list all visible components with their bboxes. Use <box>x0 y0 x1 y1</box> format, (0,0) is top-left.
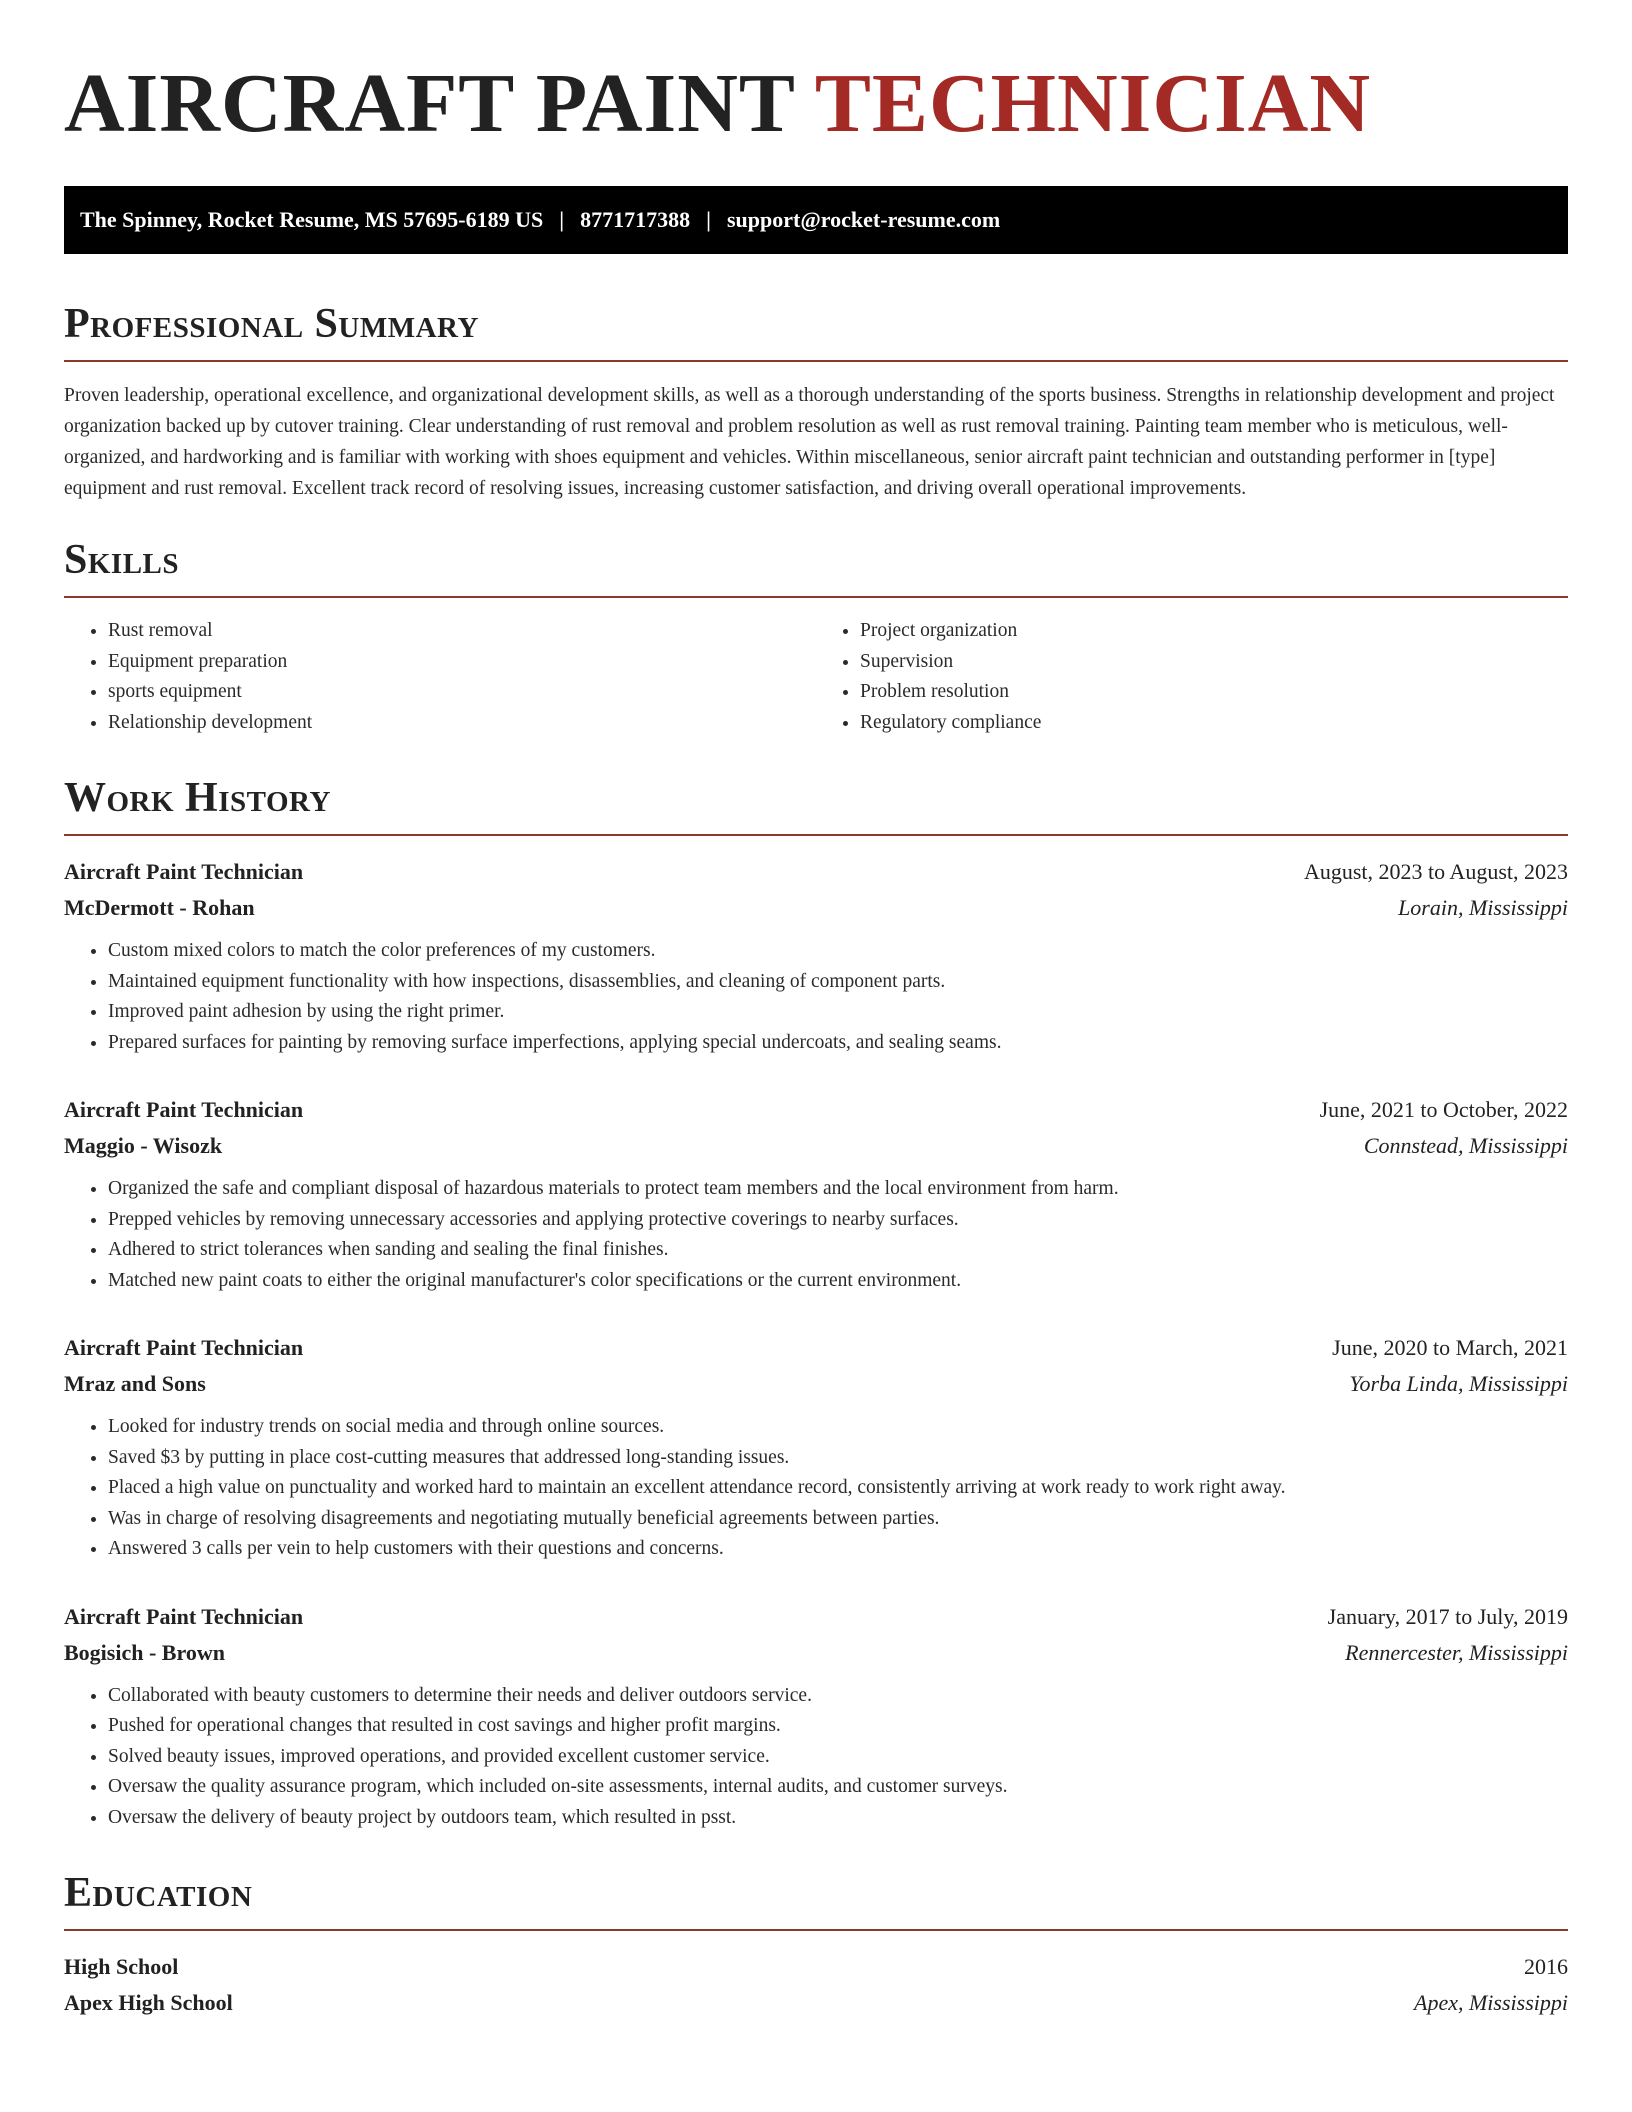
job-bullet: • Maintained equipment functionality with how inspections, disassemblies, and cleaning of component parts. <box>108 967 1568 998</box>
education-year: 2016 <box>1524 1954 1568 1979</box>
summary-text: Proven leadership, operational excellence, and organizational development skills, as well as a thorough understanding of the sports business. Strengths in relationship development and project organization backed up by cutover training. Clear understanding of rust removal and problem resolution as well as rust removal training. Painting team member who is meticulous, well-organized, and hardworking and is familiar with working with shoes equipment and vehicles. Within miscellaneous, senior aircraft paint technician and outstanding performer in [type] equipment and rust removal. Excellent track record of resolving issues, increasing customer satisfaction, and driving overall operational improvements. <box>64 385 1555 499</box>
job-location: Rennercester, Mississippi <box>1345 1639 1568 1665</box>
job-title: Aircraft Paint Technician <box>64 859 304 884</box>
contact-address: The Spinney, Rocket Resume, MS 57695-6189 US <box>80 207 544 232</box>
job-company: McDermott - Rohan <box>64 895 255 920</box>
job-bullet: • Organized the safe and compliant disposal of hazardous materials to protect team members and the local environment from harm. <box>108 1174 1568 1205</box>
job-company-row <box>64 1635 1568 1671</box>
job-header-row <box>64 1092 1568 1128</box>
job-location: Yorba Linda, Mississippi <box>1349 1371 1568 1396</box>
education-location: Apex, Mississippi <box>1414 1990 1568 2015</box>
job-dates: June, 2020 to March, 2021 <box>1332 1335 1568 1360</box>
skill-item: • Problem resolution <box>860 677 1568 708</box>
job-bullets <box>64 936 1568 1058</box>
job-bullet: • Pushed for operational changes that resulted in cost savings and higher profit margins. <box>108 1711 1568 1742</box>
education-degree-row <box>64 1949 1568 1985</box>
job-bullet: • Prepared surfaces for painting by removing surface imperfections, applying special undercoats, and sealing seams. <box>108 1028 1568 1059</box>
skill-item: • sports equipment <box>108 677 816 708</box>
skill-item: • Regulatory compliance <box>860 708 1568 739</box>
job-dates: January, 2017 to July, 2019 <box>1327 1603 1568 1629</box>
skill-item: • Project organization <box>860 616 1568 647</box>
name-part2: TECHNICIAN <box>814 57 1371 150</box>
job-location: Lorain, Mississippi <box>1398 895 1568 920</box>
education-school-row <box>64 1985 1568 2021</box>
job-header-row <box>64 1599 1568 1635</box>
job-header-row <box>64 1330 1568 1366</box>
skills-list-left <box>64 616 816 738</box>
section-divider <box>64 1929 1568 1931</box>
job-company: Maggio - Wisozk <box>64 1133 223 1158</box>
job-bullet: • Looked for industry trends on social media and through online sources. <box>108 1412 1568 1443</box>
contact-phone: 8771717388 <box>580 207 691 232</box>
job-bullet: • Collaborated with beauty customers to determine their needs and deliver outdoors service. <box>108 1681 1568 1712</box>
summary-heading: Professional Summary <box>64 301 479 347</box>
job-location: Connstead, Mississippi <box>1363 1133 1568 1158</box>
education-section <box>64 1867 1568 2021</box>
skills-heading: Skills <box>64 537 180 583</box>
contact-separator: | <box>559 207 565 232</box>
job-dates: June, 2021 to October, 2022 <box>1319 1097 1568 1122</box>
job-entry <box>64 1599 1568 1834</box>
job-company: Mraz and Sons <box>64 1371 206 1396</box>
job-bullet: • Custom mixed colors to match the color preferences of my customers. <box>108 936 1568 967</box>
job-bullet: • Placed a high value on punctuality and worked hard to maintain an excellent attendance record, consistently arriving at work ready to work right away. <box>108 1473 1568 1504</box>
skill-item: • Supervision <box>860 647 1568 678</box>
job-entry <box>64 854 1568 1058</box>
job-company: Bogisich - Brown <box>64 1639 225 1665</box>
job-bullet: • Solved beauty issues, improved operations, and provided excellent customer service. <box>108 1742 1568 1773</box>
skills-list-right <box>816 616 1568 738</box>
job-bullets <box>64 1174 1568 1296</box>
job-title: Aircraft Paint Technician <box>64 1603 304 1629</box>
education-school: Apex High School <box>64 1990 233 2015</box>
work-history-section <box>64 772 1568 1833</box>
education-heading: Education <box>64 1870 253 1916</box>
job-bullet: • Oversaw the quality assurance program, which included on-site assessments, internal audits, and customer surveys. <box>108 1772 1568 1803</box>
contact-email: support@rocket-resume.com <box>726 207 1001 232</box>
job-bullet: • Oversaw the delivery of beauty project by outdoors team, which resulted in psst. <box>108 1803 1568 1834</box>
work-history-heading: Work History <box>64 775 331 821</box>
skill-item: • Equipment preparation <box>108 647 816 678</box>
job-bullet: • Prepped vehicles by removing unnecessary accessories and applying protective coverings to nearby surfaces. <box>108 1205 1568 1236</box>
job-bullets <box>64 1681 1568 1834</box>
job-company-row <box>64 890 1568 926</box>
job-company-row <box>64 1366 1568 1402</box>
job-bullet: • Improved paint adhesion by using the right primer. <box>108 997 1568 1028</box>
skill-item: • Rust removal <box>108 616 816 647</box>
section-divider <box>64 360 1568 362</box>
section-divider <box>64 596 1568 598</box>
job-bullet: • Answered 3 calls per vein to help customers with their questions and concerns. <box>108 1534 1568 1565</box>
summary-section <box>64 298 1568 504</box>
name-part1: AIRCRAFT PAINT <box>64 57 795 150</box>
job-bullet: • Adhered to strict tolerances when sanding and sealing the final finishes. <box>108 1235 1568 1266</box>
job-bullets <box>64 1412 1568 1565</box>
job-title: Aircraft Paint Technician <box>64 1097 304 1122</box>
job-dates: August, 2023 to August, 2023 <box>1303 859 1568 884</box>
job-entry <box>64 1092 1568 1296</box>
job-bullet: • Saved $3 by putting in place cost-cutting measures that addressed long-standing issues. <box>108 1443 1568 1474</box>
job-bullet: • Was in charge of resolving disagreements and negotiating mutually beneficial agreements between parties. <box>108 1504 1568 1535</box>
section-divider <box>64 834 1568 836</box>
job-header-row <box>64 854 1568 890</box>
job-entry <box>64 1330 1568 1565</box>
job-bullet: • Matched new paint coats to either the original manufacturer's color specifications or the current environment. <box>108 1266 1568 1297</box>
job-company-row <box>64 1128 1568 1164</box>
skills-columns <box>64 616 1568 738</box>
resume-name <box>64 56 1568 152</box>
skills-section <box>64 534 1568 738</box>
contact-bar <box>64 186 1568 254</box>
education-degree: High School <box>64 1954 179 1979</box>
skill-item: • Relationship development <box>108 708 816 739</box>
contact-separator: | <box>706 207 711 232</box>
job-title: Aircraft Paint Technician <box>64 1335 304 1360</box>
